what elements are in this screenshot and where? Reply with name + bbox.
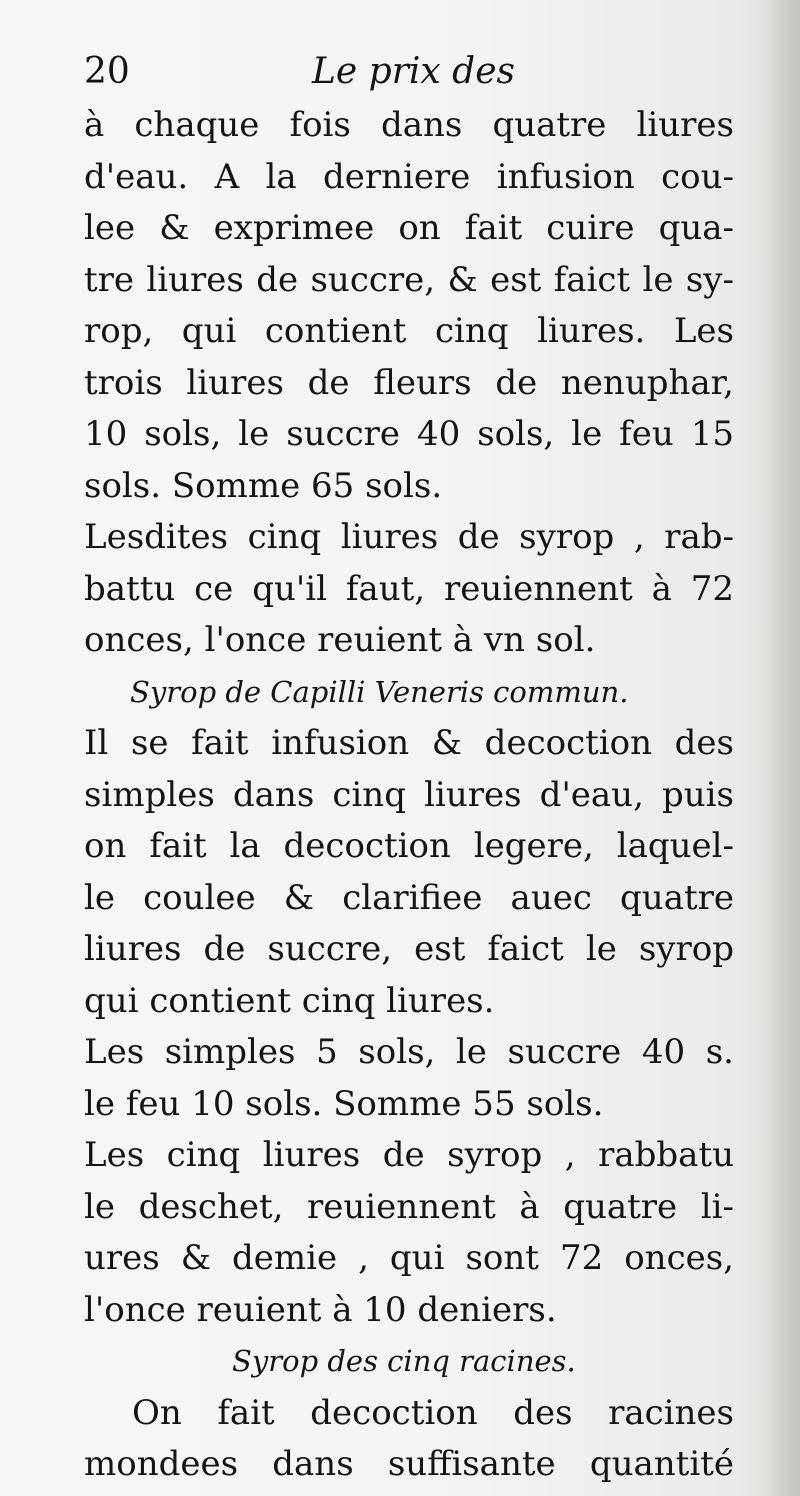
- text-line: le coulee & clarifiee auec quatre: [84, 877, 734, 918]
- text-line: mondees dans suffisante quantité: [84, 1444, 734, 1484]
- text-line: simples dans cinq liures d'eau, puis: [84, 774, 734, 815]
- running-title: Le prix des: [312, 51, 515, 92]
- text-line: Les simples 5 sols, le succre 40 s.: [84, 1032, 734, 1072]
- text-line: d'eau. A la derniere infusion cou-: [84, 156, 734, 197]
- text-line: On fait decoction des racines: [132, 1392, 734, 1433]
- text-line: rop, qui contient cinq liures. Les: [84, 311, 734, 351]
- text-line: le feu 10 sols. Somme 55 sols.: [84, 1083, 604, 1124]
- text-line: l'once reuient à 10 deniers.: [84, 1289, 557, 1330]
- section-heading: Syrop des cinq racines.: [232, 1344, 576, 1378]
- text-line: lee & exprimee on fait cuire qua-: [84, 208, 734, 248]
- text-line: trois liures de fleurs de nenuphar,: [84, 362, 734, 403]
- text-block: [84, 44, 734, 1491]
- text-line: qui contient cinq liures.: [84, 980, 495, 1021]
- text-line: ures & demie , qui sont 72 onces,: [84, 1238, 734, 1278]
- text-line: Lesdites cinq liures de syrop , rab-: [84, 517, 734, 557]
- text-line: liures de succre, est faict le syrop: [84, 929, 734, 969]
- text-line: Les cinq liures de syrop , rabbatu: [84, 1135, 734, 1175]
- page-edge-shadow: [760, 0, 800, 1496]
- text-line: on fait la decoction legere, laquel-: [84, 826, 734, 866]
- section-heading: Syrop de Capilli Veneris commun.: [130, 674, 629, 709]
- text-line: Il se fait infusion & decoction des: [84, 723, 734, 763]
- text-line: battu ce qu'il faut, reuiennent à 72: [84, 568, 734, 609]
- text-line: 10 sols, le succre 40 sols, le feu 15: [84, 414, 734, 454]
- text-line: onces, l'once reuient à vn sol.: [84, 620, 596, 660]
- page-number: 20: [84, 51, 130, 92]
- text-line: tre liures de succre, & est faict le sy-: [84, 259, 734, 300]
- text-line: à chaque fois dans quatre liures: [84, 105, 734, 145]
- running-head: [84, 44, 734, 100]
- text-line: le deschet, reuiennent à quatre li-: [84, 1186, 734, 1227]
- text-line: sols. Somme 65 sols.: [84, 465, 443, 506]
